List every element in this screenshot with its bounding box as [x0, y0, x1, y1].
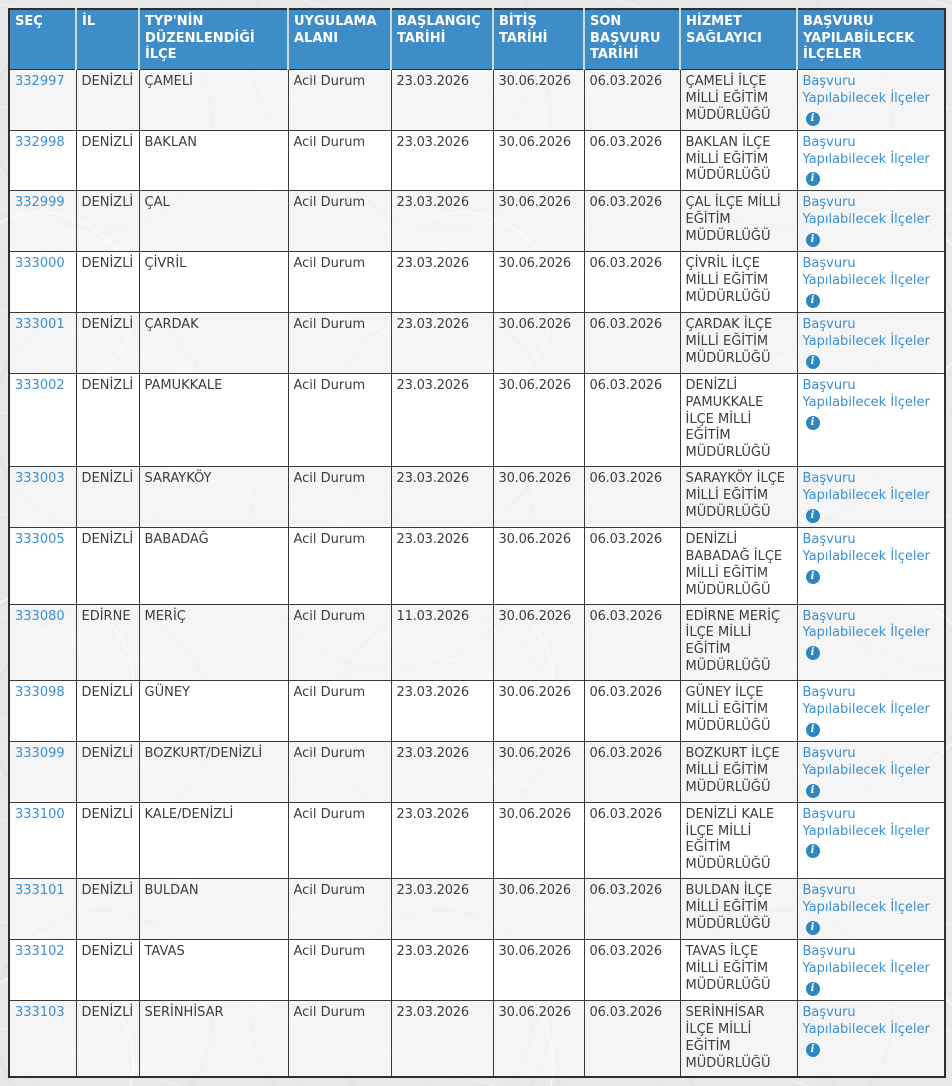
bitis-tarihi-cell: 30.06.2026: [493, 879, 584, 940]
basvuru-ilceler-cell: [797, 802, 945, 879]
basvuru-ilceler-cell: [797, 69, 945, 130]
ilce-cell: MERİÇ: [139, 604, 288, 681]
hizmet-saglayici-cell: GÜNEY İLÇE MİLLİ EĞİTİM MÜDÜRLÜĞÜ: [680, 681, 797, 742]
basvuru-ilceler-link-label: Başvuru Yapılabilecek İlçeler: [802, 944, 930, 976]
table-header: [9, 9, 945, 69]
alan-cell: Acil Durum: [288, 604, 391, 681]
hizmet-saglayici-cell: BULDAN İLÇE MİLLİ EĞİTİM MÜDÜRLÜĞÜ: [680, 879, 797, 940]
son-basvuru-cell: 06.03.2026: [584, 467, 680, 528]
basvuru-ilceler-link[interactable]: [803, 74, 930, 123]
il-cell: DENİZLİ: [76, 252, 139, 313]
son-basvuru-cell: 06.03.2026: [584, 741, 680, 802]
hizmet-saglayici-cell: TAVAS İLÇE MİLLİ EĞİTİM MÜDÜRLÜĞÜ: [680, 940, 797, 1001]
typ-id-link[interactable]: 333098: [15, 685, 65, 701]
bitis-tarihi-cell: 30.06.2026: [493, 252, 584, 313]
il-cell: EDİRNE: [76, 604, 139, 681]
alan-cell: Acil Durum: [288, 191, 391, 252]
basvuru-ilceler-link[interactable]: [803, 883, 930, 932]
baslangic-tarihi-cell: 23.03.2026: [391, 313, 493, 374]
info-icon[interactable]: i: [806, 982, 820, 996]
baslangic-tarihi-cell: 23.03.2026: [391, 130, 493, 191]
alan-cell: Acil Durum: [288, 741, 391, 802]
sec-cell: [9, 940, 76, 1001]
il-cell: DENİZLİ: [76, 69, 139, 130]
info-icon[interactable]: i: [806, 172, 820, 186]
basvuru-ilceler-link[interactable]: [803, 195, 930, 244]
ilce-cell: BABADAĞ: [139, 528, 288, 605]
basvuru-ilceler-link-label: Başvuru Yapılabilecek İlçeler: [802, 685, 930, 718]
ilce-cell: KALE/DENİZLİ: [139, 802, 288, 879]
table-row: [9, 940, 945, 1001]
son-basvuru-cell: 06.03.2026: [584, 681, 680, 742]
hizmet-saglayici-cell: DENİZLİ PAMUKKALE İLÇE MİLLİ EĞİTİM MÜDÜRLÜĞÜ: [680, 373, 797, 466]
info-icon[interactable]: i: [806, 294, 820, 308]
info-icon[interactable]: i: [806, 570, 820, 584]
table-row: [9, 879, 945, 940]
basvuru-ilceler-link-label: Başvuru Yapılabilecek İlçeler: [802, 317, 930, 349]
basvuru-ilceler-link[interactable]: [803, 944, 930, 993]
hizmet-saglayici-cell: ÇAL İLÇE MİLLİ EĞİTİM MÜDÜRLÜĞÜ: [680, 191, 797, 252]
typ-id-link[interactable]: 333000: [15, 256, 65, 272]
sec-cell: [9, 802, 76, 879]
hizmet-saglayici-cell: DENİZLİ BABADAĞ İLÇE MİLLİ EĞİTİM MÜDÜRLÜĞÜ: [680, 528, 797, 605]
baslangic-tarihi-cell: 23.03.2026: [391, 681, 493, 742]
table-row: [9, 681, 945, 742]
bitis-tarihi-cell: 30.06.2026: [493, 130, 584, 191]
typ-id-link[interactable]: 333103: [15, 1004, 65, 1020]
table-row: [9, 69, 945, 130]
ilce-cell: BAKLAN: [139, 130, 288, 191]
basvuru-ilceler-link[interactable]: [803, 609, 930, 658]
column-header-alan: UYGULAMA ALANI: [288, 9, 391, 69]
info-icon[interactable]: i: [806, 1043, 820, 1057]
baslangic-tarihi-cell: 23.03.2026: [391, 1000, 493, 1077]
header-row: [9, 9, 945, 69]
son-basvuru-cell: 06.03.2026: [584, 879, 680, 940]
basvuru-ilceler-cell: [797, 879, 945, 940]
bitis-tarihi-cell: 30.06.2026: [493, 802, 584, 879]
son-basvuru-cell: 06.03.2026: [584, 313, 680, 374]
table-row: [9, 313, 945, 374]
son-basvuru-cell: 06.03.2026: [584, 1000, 680, 1077]
typ-id-link[interactable]: 332998: [15, 134, 65, 150]
il-cell: DENİZLİ: [76, 741, 139, 802]
basvuru-ilceler-link-label: Başvuru Yapılabilecek İlçeler: [802, 73, 930, 106]
basvuru-ilceler-link-label: Başvuru Yapılabilecek İlçeler: [802, 745, 930, 778]
son-basvuru-cell: 06.03.2026: [584, 528, 680, 605]
column-header-ilce: TYP'NİN DÜZENLENDİĞİ İLÇE: [139, 9, 288, 69]
bitis-tarihi-cell: 30.06.2026: [493, 604, 584, 681]
basvuru-ilceler-link-label: Başvuru Yapılabilecek İlçeler: [802, 883, 930, 916]
info-icon[interactable]: i: [806, 921, 820, 935]
il-cell: DENİZLİ: [76, 313, 139, 374]
sec-cell: [9, 69, 76, 130]
hizmet-saglayici-cell: DENİZLİ KALE İLÇE MİLLİ EĞİTİM MÜDÜRLÜĞÜ: [680, 802, 797, 879]
son-basvuru-cell: 06.03.2026: [584, 373, 680, 466]
baslangic-tarihi-cell: 23.03.2026: [391, 802, 493, 879]
alan-cell: Acil Durum: [288, 528, 391, 605]
il-cell: DENİZLİ: [76, 191, 139, 252]
bitis-tarihi-cell: 30.06.2026: [493, 191, 584, 252]
column-header-il: İL: [76, 9, 139, 69]
son-basvuru-cell: 06.03.2026: [584, 940, 680, 1001]
typ-list-table: [8, 8, 946, 1078]
basvuru-ilceler-link-label: Başvuru Yapılabilecek İlçeler: [802, 532, 930, 564]
alan-cell: Acil Durum: [288, 1000, 391, 1077]
basvuru-ilceler-cell: [797, 130, 945, 191]
sec-cell: [9, 191, 76, 252]
bitis-tarihi-cell: 30.06.2026: [493, 940, 584, 1001]
info-icon[interactable]: i: [806, 844, 820, 858]
baslangic-tarihi-cell: 23.03.2026: [391, 741, 493, 802]
ilce-cell: TAVAS: [139, 940, 288, 1001]
info-icon[interactable]: i: [806, 723, 820, 737]
info-icon[interactable]: i: [806, 509, 820, 523]
basvuru-ilceler-link-label: Başvuru Yapılabilecek İlçeler: [802, 806, 930, 839]
info-icon[interactable]: i: [806, 233, 820, 247]
ilce-cell: PAMUKKALE: [139, 373, 288, 466]
basvuru-ilceler-cell: [797, 528, 945, 605]
typ-id-link[interactable]: 333099: [15, 745, 65, 761]
hizmet-saglayici-cell: BAKLAN İLÇE MİLLİ EĞİTİM MÜDÜRLÜĞÜ: [680, 130, 797, 191]
ilce-cell: BOZKURT/DENİZLİ: [139, 741, 288, 802]
typ-id-link[interactable]: 332997: [15, 73, 65, 89]
alan-cell: Acil Durum: [288, 313, 391, 374]
basvuru-ilceler-cell: [797, 191, 945, 252]
alan-cell: Acil Durum: [288, 69, 391, 130]
baslangic-tarihi-cell: 23.03.2026: [391, 191, 493, 252]
column-header-sec: SEÇ: [9, 9, 76, 69]
alan-cell: Acil Durum: [288, 940, 391, 1001]
baslangic-tarihi-cell: 11.03.2026: [391, 604, 493, 681]
sec-cell: [9, 467, 76, 528]
typ-id-link[interactable]: 333080: [15, 608, 65, 624]
son-basvuru-cell: 06.03.2026: [584, 69, 680, 130]
il-cell: DENİZLİ: [76, 373, 139, 466]
il-cell: DENİZLİ: [76, 467, 139, 528]
il-cell: DENİZLİ: [76, 802, 139, 879]
basvuru-ilceler-link-label: Başvuru Yapılabilecek İlçeler: [802, 377, 930, 410]
table-row: [9, 741, 945, 802]
basvuru-ilceler-link[interactable]: [803, 746, 930, 795]
son-basvuru-cell: 06.03.2026: [584, 802, 680, 879]
typ-id-link[interactable]: 333003: [15, 471, 65, 487]
alan-cell: Acil Durum: [288, 252, 391, 313]
basvuru-ilceler-cell: [797, 313, 945, 374]
table-body: [9, 69, 945, 1077]
il-cell: DENİZLİ: [76, 528, 139, 605]
sec-cell: [9, 313, 76, 374]
bitis-tarihi-cell: 30.06.2026: [493, 313, 584, 374]
bitis-tarihi-cell: 30.06.2026: [493, 1000, 584, 1077]
table-row: [9, 528, 945, 605]
son-basvuru-cell: 06.03.2026: [584, 191, 680, 252]
hizmet-saglayici-cell: SERİNHİSAR İLÇE MİLLİ EĞİTİM MÜDÜRLÜĞÜ: [680, 1000, 797, 1077]
ilce-cell: BULDAN: [139, 879, 288, 940]
basvuru-ilceler-link[interactable]: [803, 1005, 930, 1054]
table-row: [9, 252, 945, 313]
basvuru-ilceler-cell: [797, 1000, 945, 1077]
info-icon[interactable]: i: [806, 784, 820, 798]
baslangic-tarihi-cell: 23.03.2026: [391, 940, 493, 1001]
sec-cell: [9, 1000, 76, 1077]
ilce-cell: ÇARDAK: [139, 313, 288, 374]
typ-id-link[interactable]: 333102: [15, 944, 65, 960]
hizmet-saglayici-cell: ÇİVRİL İLÇE MİLLİ EĞİTİM MÜDÜRLÜĞÜ: [680, 252, 797, 313]
sec-cell: [9, 130, 76, 191]
basvuru-ilceler-link[interactable]: [803, 135, 930, 184]
hizmet-saglayici-cell: ÇAMELİ İLÇE MİLLİ EĞİTİM MÜDÜRLÜĞÜ: [680, 69, 797, 130]
il-cell: DENİZLİ: [76, 940, 139, 1001]
typ-id-link[interactable]: 332999: [15, 195, 65, 211]
basvuru-ilceler-link[interactable]: [803, 317, 930, 366]
column-header-bitis: BİTİŞ TARİHİ: [493, 9, 584, 69]
column-header-son: SON BAŞVURU TARİHİ: [584, 9, 680, 69]
basvuru-ilceler-cell: [797, 741, 945, 802]
baslangic-tarihi-cell: 23.03.2026: [391, 69, 493, 130]
table-row: [9, 130, 945, 191]
hizmet-saglayici-cell: ÇARDAK İLÇE MİLLİ EĞİTİM MÜDÜRLÜĞÜ: [680, 313, 797, 374]
il-cell: DENİZLİ: [76, 879, 139, 940]
typ-id-link[interactable]: 333101: [15, 883, 65, 899]
column-header-saglayici: HİZMET SAĞLAYICI: [680, 9, 797, 69]
info-icon[interactable]: i: [806, 355, 820, 369]
basvuru-ilceler-cell: [797, 940, 945, 1001]
info-icon[interactable]: i: [806, 112, 820, 126]
baslangic-tarihi-cell: 23.03.2026: [391, 879, 493, 940]
sec-cell: [9, 373, 76, 466]
basvuru-ilceler-cell: [797, 467, 945, 528]
table-row: [9, 802, 945, 879]
bitis-tarihi-cell: 30.06.2026: [493, 373, 584, 466]
ilce-cell: ÇAL: [139, 191, 288, 252]
basvuru-ilceler-link[interactable]: [803, 471, 930, 520]
alan-cell: Acil Durum: [288, 681, 391, 742]
bitis-tarihi-cell: 30.06.2026: [493, 69, 584, 130]
sec-cell: [9, 741, 76, 802]
typ-id-link[interactable]: 333100: [15, 806, 65, 822]
basvuru-ilceler-cell: [797, 681, 945, 742]
basvuru-ilceler-link-label: Başvuru Yapılabilecek İlçeler: [802, 256, 930, 289]
alan-cell: Acil Durum: [288, 373, 391, 466]
basvuru-ilceler-cell: [797, 604, 945, 681]
column-header-baslangic: BAŞLANGIÇ TARİHİ: [391, 9, 493, 69]
basvuru-ilceler-link[interactable]: [803, 378, 930, 427]
basvuru-ilceler-cell: [797, 252, 945, 313]
basvuru-ilceler-link[interactable]: [803, 532, 930, 581]
baslangic-tarihi-cell: 23.03.2026: [391, 528, 493, 605]
basvuru-ilceler-link[interactable]: [803, 807, 930, 856]
info-icon[interactable]: i: [806, 646, 820, 660]
ilce-cell: SARAYKÖY: [139, 467, 288, 528]
ilce-cell: GÜNEY: [139, 681, 288, 742]
column-header-basvuru: BAŞVURU YAPILABİLECEK İLÇELER: [797, 9, 945, 69]
ilce-cell: ÇİVRİL: [139, 252, 288, 313]
baslangic-tarihi-cell: 23.03.2026: [391, 373, 493, 466]
hizmet-saglayici-cell: BOZKURT İLÇE MİLLİ EĞİTİM MÜDÜRLÜĞÜ: [680, 741, 797, 802]
baslangic-tarihi-cell: 23.03.2026: [391, 467, 493, 528]
il-cell: DENİZLİ: [76, 681, 139, 742]
basvuru-ilceler-link[interactable]: [803, 256, 930, 305]
basvuru-ilceler-link-label: Başvuru Yapılabilecek İlçeler: [802, 134, 930, 167]
table-row: [9, 373, 945, 466]
son-basvuru-cell: 06.03.2026: [584, 604, 680, 681]
il-cell: DENİZLİ: [76, 130, 139, 191]
hizmet-saglayici-cell: EDİRNE MERİÇ İLÇE MİLLİ EĞİTİM MÜDÜRLÜĞÜ: [680, 604, 797, 681]
basvuru-ilceler-link-label: Başvuru Yapılabilecek İlçeler: [802, 1004, 930, 1037]
alan-cell: Acil Durum: [288, 802, 391, 879]
sec-cell: [9, 528, 76, 605]
info-icon[interactable]: i: [806, 416, 820, 430]
typ-id-link[interactable]: 333005: [15, 532, 65, 548]
basvuru-ilceler-link-label: Başvuru Yapılabilecek İlçeler: [802, 608, 930, 641]
basvuru-ilceler-link[interactable]: [803, 685, 930, 734]
ilce-cell: ÇAMELİ: [139, 69, 288, 130]
son-basvuru-cell: 06.03.2026: [584, 252, 680, 313]
alan-cell: Acil Durum: [288, 467, 391, 528]
typ-id-link[interactable]: 333002: [15, 377, 65, 393]
baslangic-tarihi-cell: 23.03.2026: [391, 252, 493, 313]
typ-id-link[interactable]: 333001: [15, 317, 65, 332]
sec-cell: [9, 604, 76, 681]
table-row: [9, 191, 945, 252]
hizmet-saglayici-cell: SARAYKÖY İLÇE MİLLİ EĞİTİM MÜDÜRLÜĞÜ: [680, 467, 797, 528]
ilce-cell: SERİNHİSAR: [139, 1000, 288, 1077]
sec-cell: [9, 252, 76, 313]
son-basvuru-cell: 06.03.2026: [584, 130, 680, 191]
bitis-tarihi-cell: 30.06.2026: [493, 467, 584, 528]
basvuru-ilceler-link-label: Başvuru Yapılabilecek İlçeler: [802, 195, 930, 228]
basvuru-ilceler-cell: [797, 373, 945, 466]
sec-cell: [9, 879, 76, 940]
table-row: [9, 1000, 945, 1077]
alan-cell: Acil Durum: [288, 130, 391, 191]
basvuru-ilceler-link-label: Başvuru Yapılabilecek İlçeler: [802, 471, 930, 504]
table-row: [9, 467, 945, 528]
bitis-tarihi-cell: 30.06.2026: [493, 741, 584, 802]
bitis-tarihi-cell: 30.06.2026: [493, 681, 584, 742]
table-row: [9, 604, 945, 681]
alan-cell: Acil Durum: [288, 879, 391, 940]
bitis-tarihi-cell: 30.06.2026: [493, 528, 584, 605]
sec-cell: [9, 681, 76, 742]
il-cell: DENİZLİ: [76, 1000, 139, 1077]
